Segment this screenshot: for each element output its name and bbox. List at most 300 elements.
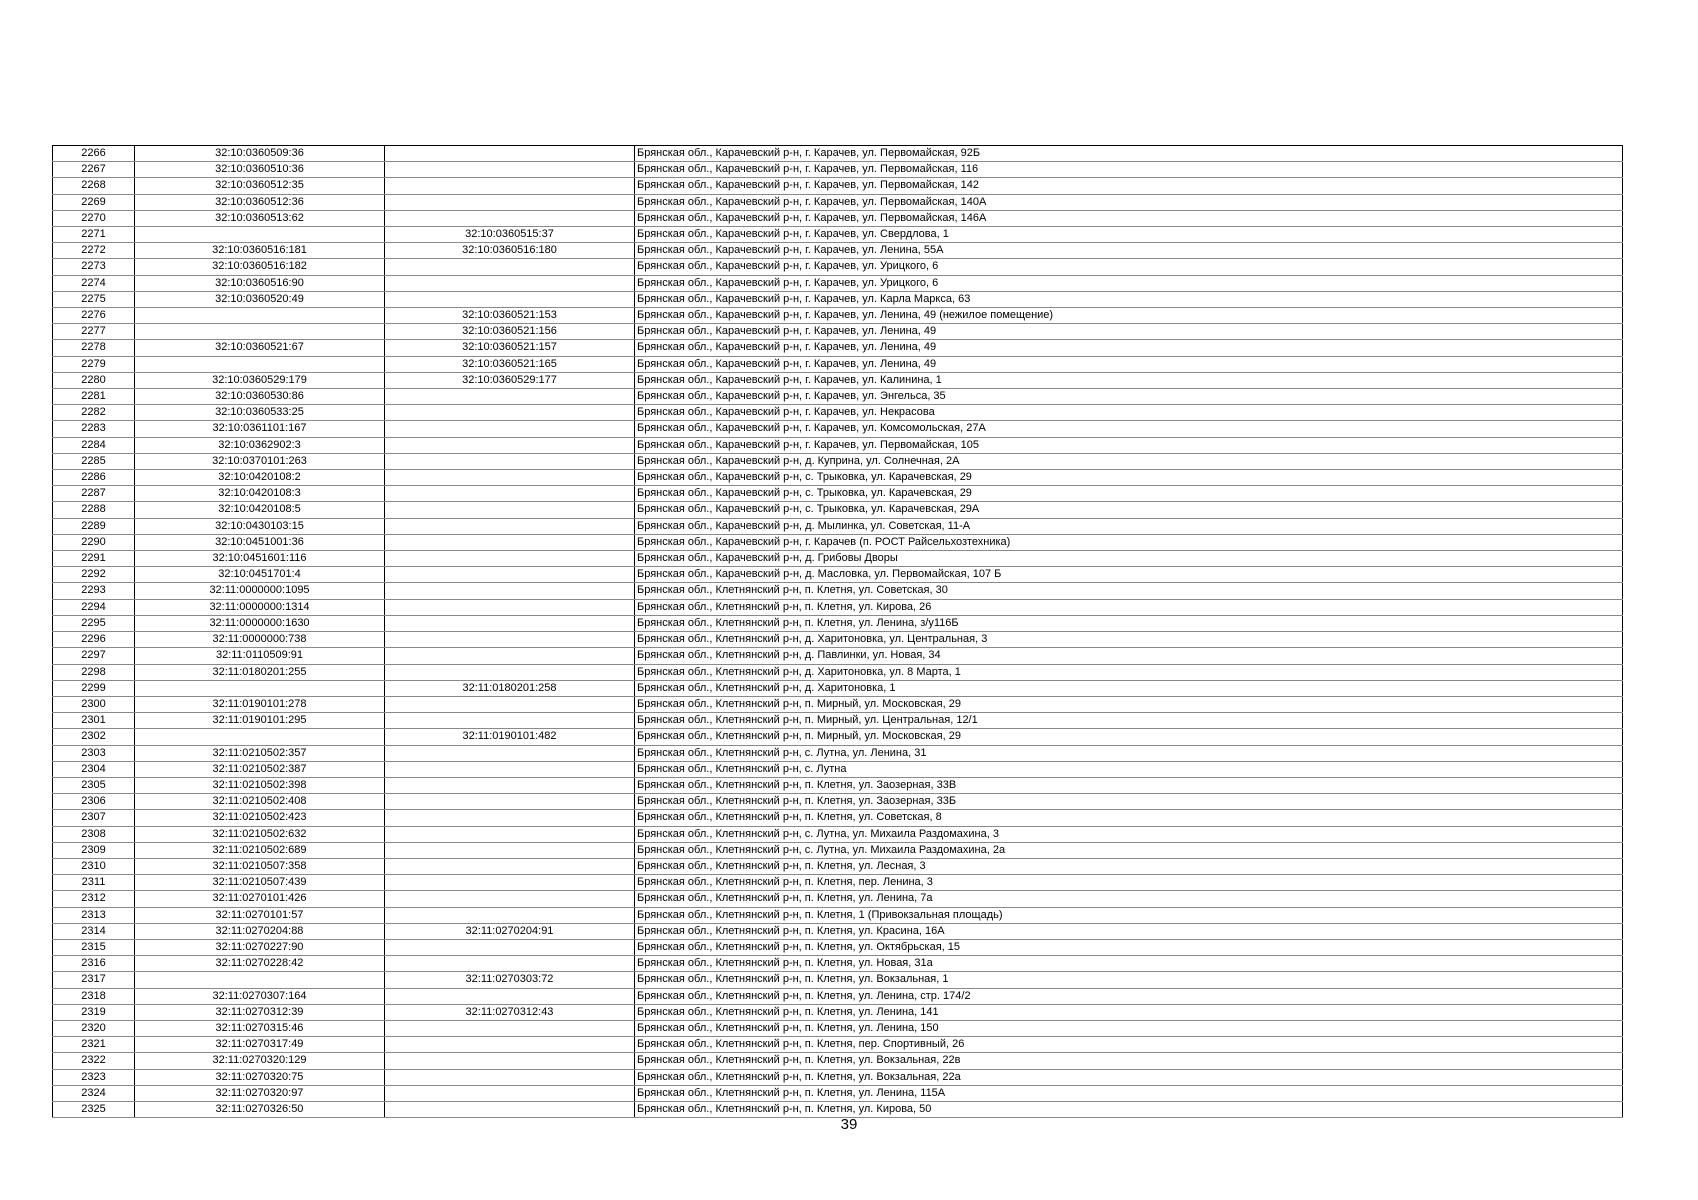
cadastral-number-cell: 32:10:0360516:90 — [135, 275, 385, 291]
row-number-cell: 2304 — [53, 761, 135, 777]
related-cadastral-cell — [385, 1053, 635, 1069]
related-cadastral-cell: 32:10:0360529:177 — [385, 372, 635, 388]
cadastral-number-cell: 32:10:0451701:4 — [135, 567, 385, 583]
cadastral-number-cell: 32:11:0190101:278 — [135, 696, 385, 712]
row-number-cell: 2311 — [53, 875, 135, 891]
row-number-cell: 2286 — [53, 470, 135, 486]
address-cell: Брянская обл., Карачевский р-н, г. Карачев, ул. Первомайская, 146А — [635, 210, 1623, 226]
cadastral-number-cell: 32:11:0270317:49 — [135, 1037, 385, 1053]
related-cadastral-cell — [385, 826, 635, 842]
row-number-cell: 2269 — [53, 194, 135, 210]
address-cell: Брянская обл., Клетнянский р-н, п. Мирный, ул. Центральная, 12/1 — [635, 713, 1623, 729]
cadastral-number-cell: 32:11:0210502:632 — [135, 826, 385, 842]
row-number-cell: 2267 — [53, 162, 135, 178]
cadastral-number-cell: 32:11:0270101:57 — [135, 907, 385, 923]
cadastral-number-cell: 32:10:0360516:181 — [135, 243, 385, 259]
table-row — [53, 194, 1623, 210]
related-cadastral-cell — [385, 470, 635, 486]
related-cadastral-cell — [385, 502, 635, 518]
table-row — [53, 486, 1623, 502]
cadastral-number-cell: 32:11:0270307:164 — [135, 988, 385, 1004]
table-row — [53, 259, 1623, 275]
table-row — [53, 810, 1623, 826]
cadastral-number-cell — [135, 324, 385, 340]
related-cadastral-cell — [385, 761, 635, 777]
cadastral-number-cell: 32:10:0360512:35 — [135, 178, 385, 194]
table-row — [53, 729, 1623, 745]
address-cell: Брянская обл., Карачевский р-н, д. Грибовы Дворы — [635, 551, 1623, 567]
related-cadastral-cell — [385, 583, 635, 599]
address-cell: Брянская обл., Карачевский р-н, г. Карачев, ул. Ленина, 49 — [635, 356, 1623, 372]
row-number-cell: 2320 — [53, 1020, 135, 1036]
related-cadastral-cell — [385, 259, 635, 275]
table-row — [53, 227, 1623, 243]
address-cell: Брянская обл., Клетнянский р-н, п. Клетня, ул. Вокзальная, 22а — [635, 1069, 1623, 1085]
row-number-cell: 2279 — [53, 356, 135, 372]
address-cell: Брянская обл., Клетнянский р-н, с. Лутна, ул. Ленина, 31 — [635, 745, 1623, 761]
row-number-cell: 2302 — [53, 729, 135, 745]
related-cadastral-cell — [385, 178, 635, 194]
related-cadastral-cell — [385, 599, 635, 615]
table-row — [53, 421, 1623, 437]
row-number-cell: 2274 — [53, 275, 135, 291]
address-cell: Брянская обл., Клетнянский р-н, с. Лутна — [635, 761, 1623, 777]
address-cell: Брянская обл., Клетнянский р-н, п. Клетня, ул. Вокзальная, 1 — [635, 972, 1623, 988]
address-cell: Брянская обл., Клетнянский р-н, п. Клетня, ул. Красина, 16А — [635, 923, 1623, 939]
cadastral-number-cell: 32:10:0451001:36 — [135, 534, 385, 550]
related-cadastral-cell: 32:10:0360521:165 — [385, 356, 635, 372]
address-cell: Брянская обл., Клетнянский р-н, п. Клетня, ул. Октябрьская, 15 — [635, 939, 1623, 955]
row-number-cell: 2293 — [53, 583, 135, 599]
related-cadastral-cell: 32:11:0270303:72 — [385, 972, 635, 988]
address-cell: Брянская обл., Клетнянский р-н, д. Харитоновка, ул. 8 Марта, 1 — [635, 664, 1623, 680]
cadastral-number-cell — [135, 356, 385, 372]
table-row — [53, 275, 1623, 291]
related-cadastral-cell — [385, 939, 635, 955]
related-cadastral-cell — [385, 146, 635, 162]
address-cell: Брянская обл., Клетнянский р-н, п. Клетня, ул. Кирова, 50 — [635, 1101, 1623, 1117]
address-cell: Брянская обл., Клетнянский р-н, п. Клетня, ул. Ленина, 7а — [635, 891, 1623, 907]
cadastral-number-cell: 32:11:0190101:295 — [135, 713, 385, 729]
row-number-cell: 2297 — [53, 648, 135, 664]
table-row — [53, 291, 1623, 307]
related-cadastral-cell — [385, 567, 635, 583]
cadastral-number-cell: 32:10:0361101:167 — [135, 421, 385, 437]
related-cadastral-cell — [385, 810, 635, 826]
related-cadastral-cell — [385, 858, 635, 874]
cadastral-number-cell: 32:10:0420108:2 — [135, 470, 385, 486]
row-number-cell: 2296 — [53, 632, 135, 648]
cadastral-number-cell — [135, 729, 385, 745]
address-cell: Брянская обл., Клетнянский р-н, п. Клетня, ул. Ленина, 150 — [635, 1020, 1623, 1036]
row-number-cell: 2294 — [53, 599, 135, 615]
table-row — [53, 356, 1623, 372]
related-cadastral-cell — [385, 437, 635, 453]
address-cell: Брянская обл., Карачевский р-н, г. Карачев, ул. Урицкого, 6 — [635, 259, 1623, 275]
related-cadastral-cell: 32:11:0180201:258 — [385, 680, 635, 696]
cadastral-number-cell: 32:11:0270312:39 — [135, 1004, 385, 1020]
related-cadastral-cell — [385, 421, 635, 437]
row-number-cell: 2283 — [53, 421, 135, 437]
table-row — [53, 534, 1623, 550]
related-cadastral-cell — [385, 1020, 635, 1036]
cadastral-number-cell: 32:10:0360510:36 — [135, 162, 385, 178]
cadastral-number-cell: 32:10:0360513:62 — [135, 210, 385, 226]
address-cell: Брянская обл., Карачевский р-н, г. Карачев (п. РОСТ Райсельхозтехника) — [635, 534, 1623, 550]
cadastral-number-cell: 32:11:0110509:91 — [135, 648, 385, 664]
address-cell: Брянская обл., Клетнянский р-н, д. Харитоновка, ул. Центральная, 3 — [635, 632, 1623, 648]
cadastral-number-cell: 32:11:0270227:90 — [135, 939, 385, 955]
cadastral-number-cell: 32:10:0360529:179 — [135, 372, 385, 388]
table-row — [53, 858, 1623, 874]
table-row — [53, 826, 1623, 842]
row-number-cell: 2312 — [53, 891, 135, 907]
address-cell: Брянская обл., Карачевский р-н, г. Карачев, ул. Первомайская, 116 — [635, 162, 1623, 178]
row-number-cell: 2278 — [53, 340, 135, 356]
address-cell: Брянская обл., Карачевский р-н, с. Трыковка, ул. Карачевская, 29 — [635, 486, 1623, 502]
address-cell: Брянская обл., Клетнянский р-н, д. Павлинки, ул. Новая, 34 — [635, 648, 1623, 664]
row-number-cell: 2310 — [53, 858, 135, 874]
related-cadastral-cell: 32:11:0270204:91 — [385, 923, 635, 939]
related-cadastral-cell: 32:10:0360521:156 — [385, 324, 635, 340]
address-cell: Брянская обл., Клетнянский р-н, п. Клетня, пер. Спортивный, 26 — [635, 1037, 1623, 1053]
table-row — [53, 1069, 1623, 1085]
related-cadastral-cell — [385, 1085, 635, 1101]
table-row — [53, 405, 1623, 421]
cadastral-number-cell: 32:10:0360521:67 — [135, 340, 385, 356]
row-number-cell: 2305 — [53, 777, 135, 793]
row-number-cell: 2303 — [53, 745, 135, 761]
related-cadastral-cell — [385, 745, 635, 761]
address-cell: Брянская обл., Клетнянский р-н, п. Клетня, ул. Ленина, з/у116Б — [635, 615, 1623, 631]
address-cell: Брянская обл., Карачевский р-н, д. Куприна, ул. Солнечная, 2А — [635, 453, 1623, 469]
address-cell: Брянская обл., Карачевский р-н, г. Карачев, ул. Комсомольская, 27А — [635, 421, 1623, 437]
cadastral-number-cell: 32:11:0270320:75 — [135, 1069, 385, 1085]
row-number-cell: 2288 — [53, 502, 135, 518]
cadastral-number-cell: 32:10:0430103:15 — [135, 518, 385, 534]
cadastral-number-cell: 32:11:0210502:408 — [135, 794, 385, 810]
row-number-cell: 2299 — [53, 680, 135, 696]
table-row — [53, 340, 1623, 356]
table-row — [53, 1037, 1623, 1053]
property-table — [52, 145, 1623, 1118]
table-row — [53, 470, 1623, 486]
row-number-cell: 2309 — [53, 842, 135, 858]
related-cadastral-cell — [385, 713, 635, 729]
related-cadastral-cell — [385, 696, 635, 712]
row-number-cell: 2291 — [53, 551, 135, 567]
related-cadastral-cell — [385, 486, 635, 502]
row-number-cell: 2316 — [53, 956, 135, 972]
cadastral-number-cell: 32:10:0362902:3 — [135, 437, 385, 453]
address-cell: Брянская обл., Карачевский р-н, г. Карачев, ул. Некрасова — [635, 405, 1623, 421]
cadastral-number-cell: 32:11:0180201:255 — [135, 664, 385, 680]
related-cadastral-cell — [385, 291, 635, 307]
cadastral-number-cell: 32:11:0210502:689 — [135, 842, 385, 858]
table-row — [53, 632, 1623, 648]
related-cadastral-cell — [385, 632, 635, 648]
address-cell: Брянская обл., Клетнянский р-н, п. Клетня, ул. Заозерная, 33В — [635, 777, 1623, 793]
cadastral-number-cell: 32:11:0270101:426 — [135, 891, 385, 907]
address-cell: Брянская обл., Карачевский р-н, г. Карачев, ул. Ленина, 49 — [635, 324, 1623, 340]
address-cell: Брянская обл., Клетнянский р-н, п. Клетня, пер. Ленина, 3 — [635, 875, 1623, 891]
cadastral-number-cell: 32:10:0360516:182 — [135, 259, 385, 275]
address-cell: Брянская обл., Карачевский р-н, г. Карачев, ул. Карла Маркса, 63 — [635, 291, 1623, 307]
table-row — [53, 146, 1623, 162]
related-cadastral-cell — [385, 891, 635, 907]
related-cadastral-cell — [385, 210, 635, 226]
related-cadastral-cell: 32:10:0360516:180 — [385, 243, 635, 259]
row-number-cell: 2315 — [53, 939, 135, 955]
address-cell: Брянская обл., Клетнянский р-н, п. Клетня, ул. Ленина, 115А — [635, 1085, 1623, 1101]
address-cell: Брянская обл., Карачевский р-н, с. Трыковка, ул. Карачевская, 29 — [635, 470, 1623, 486]
table-row — [53, 372, 1623, 388]
cadastral-number-cell — [135, 227, 385, 243]
table-row — [53, 761, 1623, 777]
row-number-cell: 2287 — [53, 486, 135, 502]
row-number-cell: 2292 — [53, 567, 135, 583]
related-cadastral-cell: 32:11:0270312:43 — [385, 1004, 635, 1020]
related-cadastral-cell — [385, 453, 635, 469]
row-number-cell: 2277 — [53, 324, 135, 340]
row-number-cell: 2276 — [53, 308, 135, 324]
related-cadastral-cell — [385, 875, 635, 891]
cadastral-number-cell: 32:11:0210502:387 — [135, 761, 385, 777]
address-cell: Брянская обл., Клетнянский р-н, п. Клетня, ул. Ленина, стр. 174/2 — [635, 988, 1623, 1004]
address-cell: Брянская обл., Карачевский р-н, г. Карачев, ул. Первомайская, 105 — [635, 437, 1623, 453]
related-cadastral-cell — [385, 518, 635, 534]
address-cell: Брянская обл., Клетнянский р-н, п. Мирный, ул. Московская, 29 — [635, 696, 1623, 712]
table-row — [53, 713, 1623, 729]
table-row — [53, 648, 1623, 664]
row-number-cell: 2318 — [53, 988, 135, 1004]
related-cadastral-cell — [385, 275, 635, 291]
row-number-cell: 2275 — [53, 291, 135, 307]
table-row — [53, 1004, 1623, 1020]
cadastral-number-cell: 32:10:0360533:25 — [135, 405, 385, 421]
address-cell: Брянская обл., Клетнянский р-н, с. Лутна, ул. Михаила Раздомахина, 2а — [635, 842, 1623, 858]
row-number-cell: 2272 — [53, 243, 135, 259]
table-row — [53, 502, 1623, 518]
table-row — [53, 210, 1623, 226]
table-row — [53, 1020, 1623, 1036]
table-row — [53, 794, 1623, 810]
cadastral-number-cell: 32:10:0360520:49 — [135, 291, 385, 307]
address-cell: Брянская обл., Карачевский р-н, г. Карачев, ул. Энгельса, 35 — [635, 389, 1623, 405]
cadastral-number-cell: 32:10:0420108:5 — [135, 502, 385, 518]
cadastral-number-cell: 32:10:0360530:86 — [135, 389, 385, 405]
cadastral-number-cell: 32:11:0270320:97 — [135, 1085, 385, 1101]
row-number-cell: 2319 — [53, 1004, 135, 1020]
row-number-cell: 2284 — [53, 437, 135, 453]
related-cadastral-cell: 32:10:0360515:37 — [385, 227, 635, 243]
cadastral-number-cell: 32:10:0451601:116 — [135, 551, 385, 567]
address-cell: Брянская обл., Карачевский р-н, г. Карачев, ул. Первомайская, 140А — [635, 194, 1623, 210]
row-number-cell: 2268 — [53, 178, 135, 194]
table-row — [53, 939, 1623, 955]
cadastral-number-cell: 32:11:0210502:357 — [135, 745, 385, 761]
cadastral-number-cell: 32:11:0000000:1630 — [135, 615, 385, 631]
row-number-cell: 2298 — [53, 664, 135, 680]
row-number-cell: 2324 — [53, 1085, 135, 1101]
row-number-cell: 2325 — [53, 1101, 135, 1117]
table-row — [53, 453, 1623, 469]
table-row — [53, 907, 1623, 923]
address-cell: Брянская обл., Карачевский р-н, г. Карачев, ул. Первомайская, 142 — [635, 178, 1623, 194]
cadastral-number-cell — [135, 680, 385, 696]
address-cell: Брянская обл., Клетнянский р-н, п. Клетня, ул. Лесная, 3 — [635, 858, 1623, 874]
table-row — [53, 518, 1623, 534]
related-cadastral-cell — [385, 1037, 635, 1053]
related-cadastral-cell: 32:10:0360521:153 — [385, 308, 635, 324]
related-cadastral-cell — [385, 194, 635, 210]
related-cadastral-cell — [385, 988, 635, 1004]
address-cell: Брянская обл., Клетнянский р-н, п. Клетня, ул. Новая, 31а — [635, 956, 1623, 972]
table-row — [53, 615, 1623, 631]
related-cadastral-cell — [385, 907, 635, 923]
row-number-cell: 2308 — [53, 826, 135, 842]
table-row — [53, 891, 1623, 907]
cadastral-number-cell: 32:11:0210507:439 — [135, 875, 385, 891]
cadastral-number-cell: 32:10:0360509:36 — [135, 146, 385, 162]
cadastral-number-cell: 32:11:0270320:129 — [135, 1053, 385, 1069]
address-cell: Брянская обл., Клетнянский р-н, с. Лутна, ул. Михаила Раздомахина, 3 — [635, 826, 1623, 842]
row-number-cell: 2321 — [53, 1037, 135, 1053]
address-cell: Брянская обл., Карачевский р-н, г. Карачев, ул. Ленина, 49 — [635, 340, 1623, 356]
table-row — [53, 437, 1623, 453]
related-cadastral-cell — [385, 615, 635, 631]
cadastral-number-cell: 32:11:0270204:88 — [135, 923, 385, 939]
table-row — [53, 680, 1623, 696]
address-cell: Брянская обл., Клетнянский р-н, п. Клетня, ул. Вокзальная, 22в — [635, 1053, 1623, 1069]
row-number-cell: 2285 — [53, 453, 135, 469]
table-row — [53, 583, 1623, 599]
related-cadastral-cell — [385, 551, 635, 567]
table-row — [53, 308, 1623, 324]
table-row — [53, 324, 1623, 340]
table-row — [53, 664, 1623, 680]
address-cell: Брянская обл., Карачевский р-н, г. Карачев, ул. Калинина, 1 — [635, 372, 1623, 388]
related-cadastral-cell — [385, 534, 635, 550]
table-row — [53, 923, 1623, 939]
address-cell: Брянская обл., Клетнянский р-н, п. Клетня, ул. Ленина, 141 — [635, 1004, 1623, 1020]
address-cell: Брянская обл., Карачевский р-н, г. Карачев, ул. Свердлова, 1 — [635, 227, 1623, 243]
table-row — [53, 162, 1623, 178]
address-cell: Брянская обл., Карачевский р-н, г. Карачев, ул. Ленина, 49 (нежилое помещение) — [635, 308, 1623, 324]
address-cell: Брянская обл., Клетнянский р-н, п. Мирный, ул. Московская, 29 — [635, 729, 1623, 745]
row-number-cell: 2271 — [53, 227, 135, 243]
cadastral-number-cell: 32:11:0210502:398 — [135, 777, 385, 793]
row-number-cell: 2307 — [53, 810, 135, 826]
row-number-cell: 2322 — [53, 1053, 135, 1069]
related-cadastral-cell — [385, 842, 635, 858]
row-number-cell: 2323 — [53, 1069, 135, 1085]
related-cadastral-cell — [385, 648, 635, 664]
address-cell: Брянская обл., Карачевский р-н, д. Масловка, ул. Первомайская, 107 Б — [635, 567, 1623, 583]
address-cell: Брянская обл., Карачевский р-н, г. Карачев, ул. Ленина, 55А — [635, 243, 1623, 259]
table-row — [53, 745, 1623, 761]
related-cadastral-cell — [385, 389, 635, 405]
table-row — [53, 567, 1623, 583]
related-cadastral-cell — [385, 162, 635, 178]
cadastral-number-cell — [135, 972, 385, 988]
address-cell: Брянская обл., Клетнянский р-н, п. Клетня, ул. Советская, 8 — [635, 810, 1623, 826]
cadastral-number-cell: 32:11:0210507:358 — [135, 858, 385, 874]
row-number-cell: 2317 — [53, 972, 135, 988]
table-row — [53, 875, 1623, 891]
cadastral-number-cell: 32:11:0000000:738 — [135, 632, 385, 648]
table-row — [53, 1053, 1623, 1069]
cadastral-number-cell: 32:10:0420108:3 — [135, 486, 385, 502]
address-cell: Брянская обл., Карачевский р-н, с. Трыковка, ул. Карачевская, 29А — [635, 502, 1623, 518]
address-cell: Брянская обл., Клетнянский р-н, п. Клетня, 1 (Привокзальная площадь) — [635, 907, 1623, 923]
address-cell: Брянская обл., Карачевский р-н, г. Карачев, ул. Первомайская, 92Б — [635, 146, 1623, 162]
row-number-cell: 2313 — [53, 907, 135, 923]
row-number-cell: 2306 — [53, 794, 135, 810]
cadastral-number-cell: 32:11:0270315:46 — [135, 1020, 385, 1036]
row-number-cell: 2301 — [53, 713, 135, 729]
row-number-cell: 2290 — [53, 534, 135, 550]
cadastral-number-cell: 32:11:0270228:42 — [135, 956, 385, 972]
address-cell: Брянская обл., Карачевский р-н, д. Мылинка, ул. Советская, 11-А — [635, 518, 1623, 534]
table-row — [53, 777, 1623, 793]
row-number-cell: 2295 — [53, 615, 135, 631]
table-row — [53, 178, 1623, 194]
table-row — [53, 1085, 1623, 1101]
table-row — [53, 389, 1623, 405]
related-cadastral-cell: 32:10:0360521:157 — [385, 340, 635, 356]
row-number-cell: 2282 — [53, 405, 135, 421]
row-number-cell: 2266 — [53, 146, 135, 162]
address-cell: Брянская обл., Карачевский р-н, г. Карачев, ул. Урицкого, 6 — [635, 275, 1623, 291]
related-cadastral-cell — [385, 664, 635, 680]
row-number-cell: 2273 — [53, 259, 135, 275]
address-cell: Брянская обл., Клетнянский р-н, п. Клетня, ул. Кирова, 26 — [635, 599, 1623, 615]
cadastral-number-cell: 32:11:0000000:1314 — [135, 599, 385, 615]
row-number-cell: 2314 — [53, 923, 135, 939]
related-cadastral-cell — [385, 405, 635, 421]
page-number: 39 — [840, 1116, 858, 1133]
table-row — [53, 956, 1623, 972]
cadastral-number-cell: 32:10:0360512:36 — [135, 194, 385, 210]
table-row — [53, 243, 1623, 259]
related-cadastral-cell — [385, 1069, 635, 1085]
cadastral-number-cell — [135, 308, 385, 324]
table-row — [53, 988, 1623, 1004]
table-row — [53, 696, 1623, 712]
cadastral-number-cell: 32:11:0210502:423 — [135, 810, 385, 826]
row-number-cell: 2280 — [53, 372, 135, 388]
table-row — [53, 972, 1623, 988]
row-number-cell: 2281 — [53, 389, 135, 405]
address-cell: Брянская обл., Клетнянский р-н, п. Клетня, ул. Советская, 30 — [635, 583, 1623, 599]
row-number-cell: 2289 — [53, 518, 135, 534]
table-row — [53, 842, 1623, 858]
related-cadastral-cell — [385, 794, 635, 810]
related-cadastral-cell — [385, 956, 635, 972]
cadastral-number-cell: 32:10:0370101:263 — [135, 453, 385, 469]
row-number-cell: 2300 — [53, 696, 135, 712]
row-number-cell: 2270 — [53, 210, 135, 226]
table-row — [53, 551, 1623, 567]
table-body — [53, 146, 1623, 1118]
cadastral-number-cell: 32:11:0000000:1095 — [135, 583, 385, 599]
cadastral-number-cell: 32:11:0270326:50 — [135, 1101, 385, 1117]
address-cell: Брянская обл., Клетнянский р-н, д. Харитоновка, 1 — [635, 680, 1623, 696]
related-cadastral-cell — [385, 777, 635, 793]
address-cell: Брянская обл., Клетнянский р-н, п. Клетня, ул. Заозерная, 33Б — [635, 794, 1623, 810]
table-row — [53, 599, 1623, 615]
